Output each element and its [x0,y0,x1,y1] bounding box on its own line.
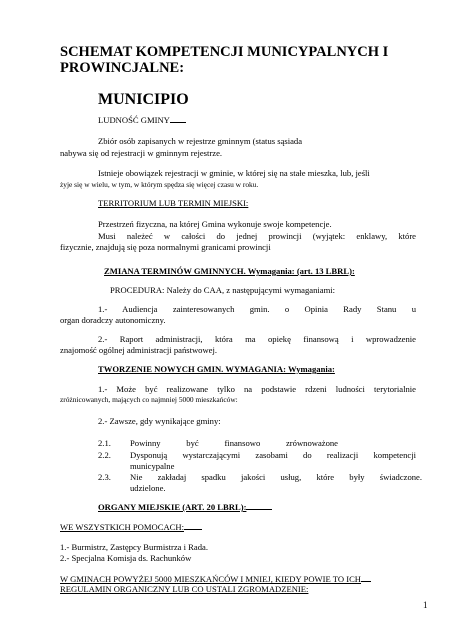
document-title-line2: PROWINCJALNE: [60,60,185,76]
terytorium-heading: TERRITORIUM LUB TERMIN MIEJSKI: [98,198,249,208]
tworzenie-heading: TWORZENIE NOWYCH GMIN. WYMAGANIA: Wymagania: [98,364,335,374]
tworzenie-subitem2-number: 2.2. [98,450,111,460]
gminach-line1: W GMINACH POWYŻEJ 5000 MIESZKAŃCÓW I MNIEJ, KIEDY POWIE TO ICH [60,573,371,584]
tworzenie-subitem3-number: 2.3. [98,472,111,482]
tworzenie-subitem3-text-line1: Nie zakładaj spadku jakości usług, które były świadczone. [130,472,422,482]
zmiana-heading: ZMIANA TERMINÓW GMINNYCH. Wymagania: (art. 13 LBRL): [104,266,355,276]
document-title-line1: SCHEMAT KOMPETENCJI MUNICYPALNYCH I [60,44,389,60]
zmiana-item1-line1: 1.- Audiencja zainteresowanych gmin. o Opinia Rady Stanu u [98,304,416,314]
pomocach-heading: WE WSZYSTKICH POMOCACH: [60,521,202,532]
tworzenie-subitem2-text-line1: Dysponują wystarczającymi zasobami do realizacji kompetencji [130,450,416,460]
tworzenie-subitem3-text-line2: udzielone. [130,483,166,493]
pomocach-item1: 1.- Burmistrz, Zastępcy Burmistrza i Rada. [60,542,208,552]
terytorium-paragraph2-line2: fizycznie, znajdują się poza normalnymi granicami prowincji [60,242,271,252]
zmiana-item2-line2: znajomość ogólnej administracji państwowej. [60,345,218,355]
terytorium-paragraph2-line1: Musi należeć w całości do jednej prowincji (wyjątek: enklawy, które [98,231,416,241]
ludnosc-paragraph2-line2: żyje się w wielu, w tym, w którym spędza się więcej czasu w roku. [60,180,259,189]
pomocach-item2: 2.- Specjalna Komisja ds. Rachunków [60,553,192,563]
tworzenie-subitem1-number: 2.1. [98,438,111,448]
section-heading-municipio: MUNICIPIO [98,91,189,108]
terytorium-paragraph1: Przestrzeń fizyczna, na której Gmina wykonuje swoje kompetencje. [98,219,332,229]
organy-heading: ORGANY MIEJSKIE (ART. 20 LBRL): [98,501,272,512]
ludnosc-paragraph2-line1: Istnieje obowiązek rejestracji w gminie, w której się na stałe mieszka, lub, jeśli [98,168,370,178]
tworzenie-item1-line2: zróżnicowanych, mających co najmniej 5000 mieszkańców: [60,395,238,404]
ludnosc-paragraph1-line1: Zbiór osób zapisanych w rejestrze gminnym (status sąsiada [98,136,303,146]
zmiana-item1-line2: organ doradczy autonomiczny. [60,315,166,325]
zmiana-item2-line1: 2.- Raport administracji, która ma opiekę finansową i wprowadzenie [98,334,416,344]
ludnosc-heading: LUDNOŚĆ GMINY [98,114,186,125]
gminach-line2: REGULAMIN ORGANICZNY LUB CO USTALI ZGROMADZENIE: [60,584,309,594]
tworzenie-subitem2-text-line2: municypalne [130,461,175,471]
ludnosc-paragraph1-line2: nabywa się od rejestracji w gminnym rejestrze. [60,148,223,158]
tworzenie-item2: 2.- Zawsze, gdy wynikające gminy: [98,416,221,426]
tworzenie-item1-line1: 1.- Może być realizowane tylko na podstawie rdzeni ludności terytorialnie [98,384,416,394]
page-number: 1 [423,600,428,610]
zmiana-procedura: PROCEDURA: Należy do CAA, z następującymi wymaganiami: [110,285,336,295]
tworzenie-subitem1-text: Powinny być finansowo zrównoważone [130,438,338,448]
